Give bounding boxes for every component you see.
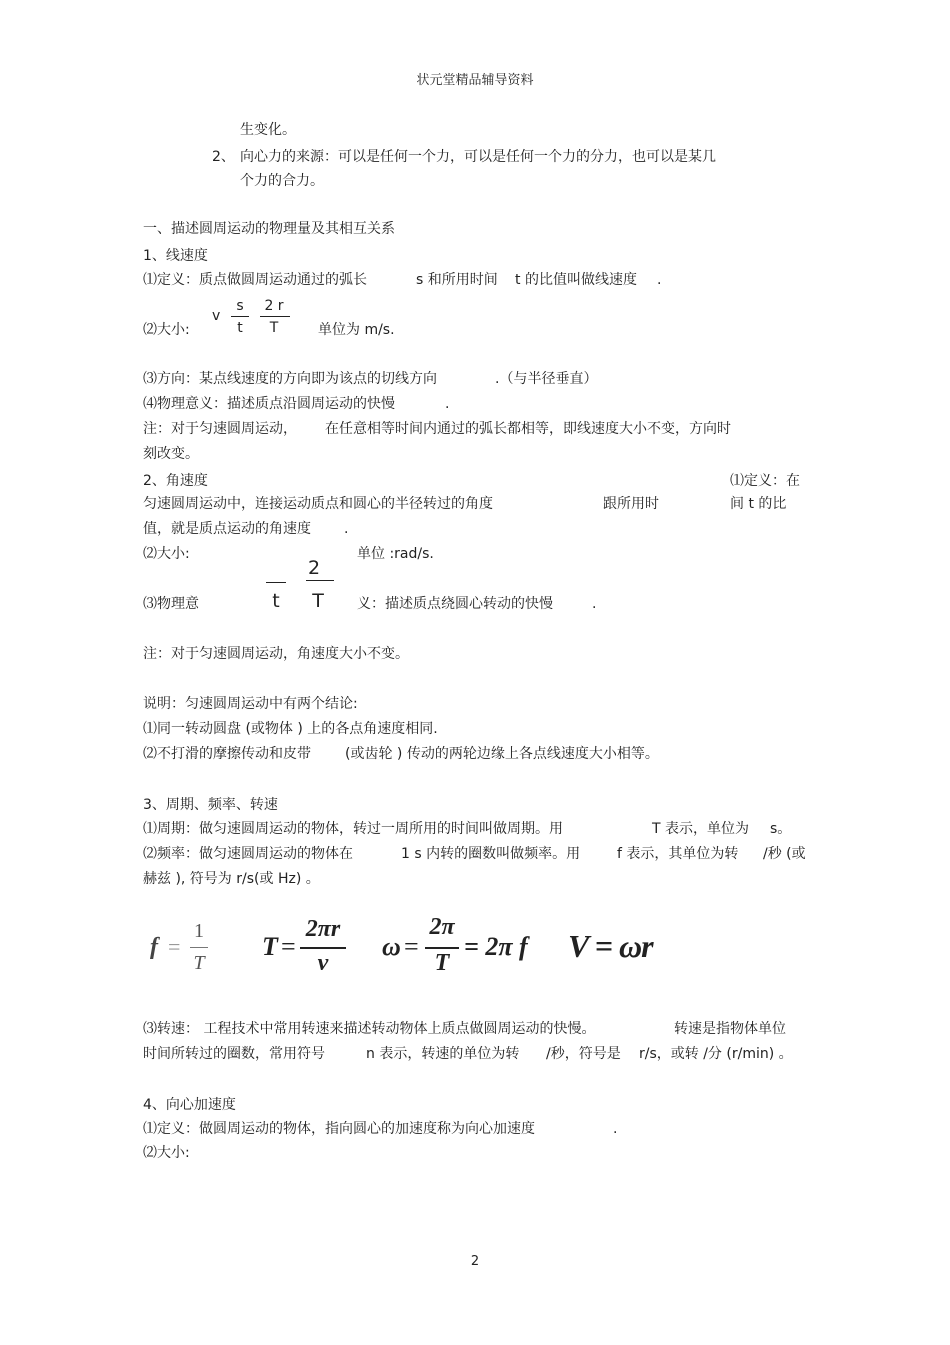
speed-a: ⑶转速： 工程技术中常用转速来描述转动物体上质点做圆周运动的快慢。 bbox=[143, 1021, 596, 1037]
formula-f-lhs: f bbox=[150, 934, 158, 960]
linear-meaning-a: ⑷物理意义：描述质点沿圆周运动的快慢 bbox=[143, 396, 395, 412]
formula-T-num: 2πr bbox=[305, 916, 341, 942]
frequency-a: ⑵频率：做匀速圆周运动的物体在 bbox=[143, 846, 353, 862]
formula-T-lhs: T bbox=[262, 932, 278, 961]
angular-meaning-a: ⑶物理意 bbox=[143, 596, 199, 612]
intro-item-text: 向心力的来源：可以是任何一个力，可以是任何一个力的分力，也可以是某几 bbox=[240, 149, 716, 165]
speed-e: /秒，符号是 bbox=[546, 1046, 621, 1062]
explain-title: 说明：匀速圆周运动中有两个结论: bbox=[143, 696, 358, 712]
angular-note: 注：对于匀速圆周运动，角速度大小不变。 bbox=[143, 646, 409, 662]
linear-unit: 单位为 m/s. bbox=[318, 322, 395, 338]
fraction-bar bbox=[231, 316, 249, 317]
fraction-bar bbox=[266, 582, 286, 583]
fraction-bar bbox=[300, 947, 346, 949]
period-b: T 表示，单位为 bbox=[652, 821, 750, 837]
formula-denominator-T: T bbox=[312, 590, 324, 612]
formula-denominator-T: T bbox=[269, 320, 279, 336]
formula-v-omega-r: V = ωr bbox=[568, 928, 653, 964]
formula-f-den: T bbox=[193, 952, 205, 974]
linear-size-label: ⑵大小: bbox=[143, 322, 190, 338]
angular-formula bbox=[262, 556, 342, 612]
frequency-d: /秒 (或 bbox=[763, 846, 806, 862]
angular-velocity-title: 2、角速度 bbox=[143, 473, 208, 489]
linear-def-d: . bbox=[657, 272, 662, 288]
centripetal-title: 4、向心加速度 bbox=[143, 1097, 236, 1113]
speed-c: 时间所转过的圈数，常用符号 bbox=[143, 1046, 325, 1062]
linear-note-a: 注：对于匀速圆周运动， bbox=[143, 421, 297, 437]
angular-line3-b: . bbox=[344, 521, 349, 537]
formula-omega-eq: = bbox=[404, 932, 419, 961]
linear-def-a: ⑴定义：质点做圆周运动通过的弧长 bbox=[143, 272, 367, 288]
linear-def-c: t 的比值叫做线速度 bbox=[515, 272, 637, 288]
formula-denominator-t: t bbox=[272, 590, 280, 612]
formula-omega-rhs: = 2π f bbox=[464, 932, 528, 961]
angular-line2-c: 间 t 的比 bbox=[730, 496, 787, 512]
page-header: 状元堂精品辅导资料 bbox=[416, 73, 534, 88]
angular-line3-a: 值，就是质点运动的角速度 bbox=[143, 521, 311, 537]
centripetal-size-label: ⑵大小: bbox=[143, 1145, 190, 1161]
centripetal-def-a: ⑴定义：做圆周运动的物体，指向圆心的加速度称为向心加速度 bbox=[143, 1121, 535, 1137]
linear-def-b: s 和所用时间 bbox=[416, 272, 498, 288]
period-a: ⑴周期：做匀速圆周运动的物体，转过一周所用的时间叫做周期。用 bbox=[143, 821, 563, 837]
frequency-e: 赫兹 ), 符号为 r/s(或 Hz) 。 bbox=[143, 871, 320, 887]
linear-direction-b: .（与半径垂直） bbox=[495, 371, 598, 387]
formula-numerator-2: 2 bbox=[307, 557, 321, 579]
formula-T-eq: = bbox=[281, 932, 296, 961]
speed-d: n 表示，转速的单位为转 bbox=[366, 1046, 520, 1062]
formula-v: v bbox=[212, 308, 221, 324]
linear-formula bbox=[200, 295, 320, 340]
speed-b: 转速是指物体单位 bbox=[674, 1021, 786, 1037]
linear-note-b: 在任意相等时间内通过的弧长都相等，即线速度大小不变，方向时 bbox=[325, 421, 731, 437]
intro-line-1: 生变化。 bbox=[240, 122, 296, 138]
angular-unit: 单位 :rad/s. bbox=[357, 546, 434, 562]
angular-meaning-b: 义：描述质点绕圆心转动的快慢 bbox=[357, 596, 553, 612]
explain-item-2-b: (或齿轮 ) 传动的两轮边缘上各点线速度大小相等。 bbox=[345, 746, 659, 762]
formula-numerator-s: s bbox=[236, 298, 244, 314]
angular-meaning-c: . bbox=[592, 596, 597, 612]
intro-item-number: 2、 bbox=[212, 149, 235, 165]
centripetal-def-b: . bbox=[613, 1121, 618, 1137]
angular-line2-a: 匀速圆周运动中，连接运动质点和圆心的半径转过的角度 bbox=[143, 496, 493, 512]
fraction-bar bbox=[190, 947, 208, 948]
linear-direction-a: ⑶方向：某点线速度的方向即为该点的切线方向 bbox=[143, 371, 437, 387]
frequency-c: f 表示，其单位为转 bbox=[617, 846, 739, 862]
angular-size-label: ⑵大小: bbox=[143, 546, 190, 562]
linear-velocity-title: 1、线速度 bbox=[143, 248, 208, 264]
linear-note-c: 刻改变。 bbox=[143, 446, 199, 462]
frequency-b: 1 s 内转的圈数叫做频率。用 bbox=[401, 846, 581, 862]
formula-omega-num: 2π bbox=[429, 914, 455, 940]
period-c: s。 bbox=[770, 821, 792, 837]
angular-line2-b: 跟所用时 bbox=[603, 496, 659, 512]
formula-denominator-t: t bbox=[237, 320, 243, 336]
formula-row bbox=[140, 912, 660, 982]
angular-def-right: ⑴定义：在 bbox=[730, 473, 800, 489]
section-heading: 一、描述圆周运动的物理量及其相互关系 bbox=[143, 221, 395, 237]
explain-item-1: ⑴同一转动圆盘 (或物体 ) 上的各点角速度相同. bbox=[143, 721, 438, 737]
formula-omega-den: T bbox=[434, 950, 450, 976]
formula-f-num: 1 bbox=[194, 920, 204, 942]
fraction-bar bbox=[425, 947, 459, 949]
explain-item-2-a: ⑵不打滑的摩擦传动和皮带 bbox=[143, 746, 311, 762]
page-number: 2 bbox=[470, 1254, 480, 1269]
formula-T-den: v bbox=[317, 950, 329, 976]
intro-item-continuation: 个力的合力。 bbox=[240, 173, 324, 189]
formula-f-eq: = bbox=[168, 934, 181, 959]
fraction-bar bbox=[306, 580, 334, 581]
period-title: 3、周期、频率、转速 bbox=[143, 797, 278, 813]
speed-f: r/s，或转 /分 (r/min) 。 bbox=[639, 1046, 793, 1062]
linear-meaning-b: . bbox=[445, 396, 450, 412]
formula-omega-lhs: ω bbox=[382, 932, 401, 961]
formula-numerator-2r: 2 r bbox=[264, 298, 284, 314]
fraction-bar bbox=[260, 316, 290, 317]
